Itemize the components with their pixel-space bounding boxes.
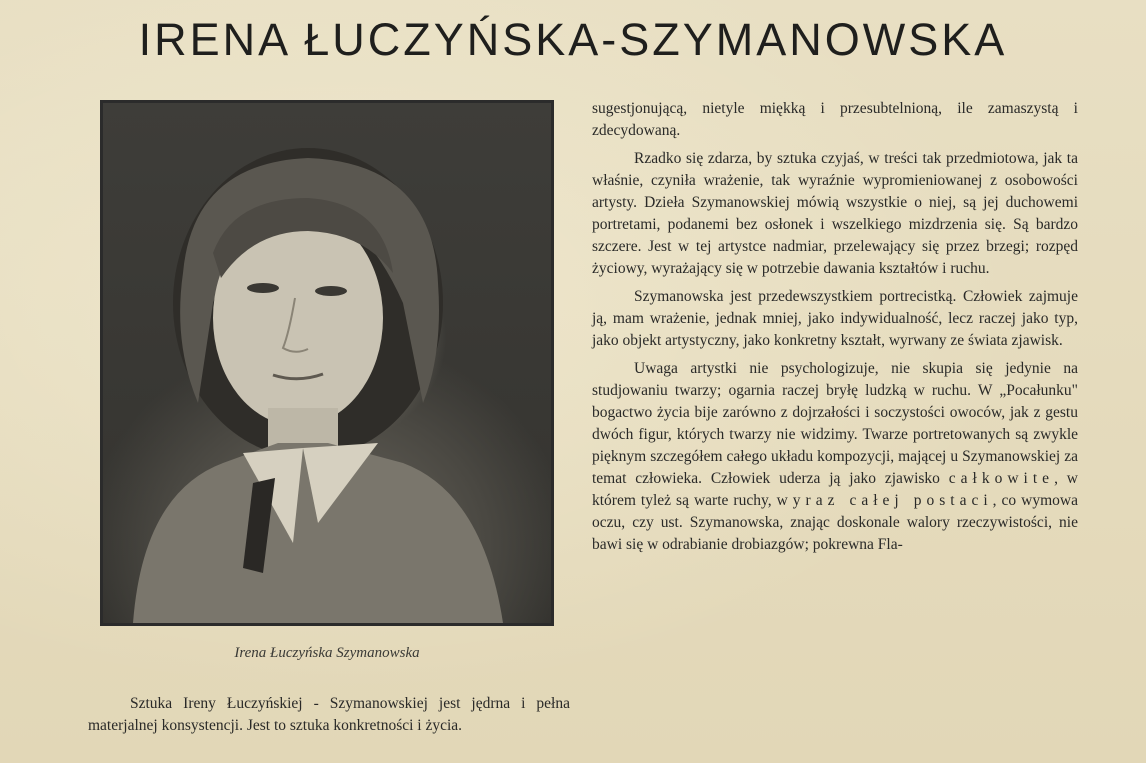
p4-spaced-1: całkowite	[948, 470, 1055, 487]
left-eye	[247, 283, 279, 293]
right-paragraph-1: sugestjonującą, nietyle miękką i przesubtelnioną, ile zamaszystą i zdecydowaną.	[592, 100, 1078, 139]
portrait-photo	[100, 100, 554, 626]
right-paragraph-2: Rzadko się zdarza, by sztuka czyjaś, w treści tak przedmiotowa, jak ta właśnie, czyniła wrażenie, tak wyraźnie wypromieniowanej z osobowości artysty. Dzieła Szymanowskiej mówią wszystkie o niej, są jej duchowemi portretami, podanemi bez osłonek i wszelkiego mizdrzenia się. Są bardzo szczere. Jest w tej artystce nadmiar, przelewający się przez brzegi; rozpęd życiowy, wyrażający się w potrzebie dawania kształtów i ruchu.	[592, 150, 1078, 277]
p4-part-b: , w którem tyleż są warte ruchy,	[592, 470, 1078, 509]
right-eye	[315, 286, 347, 296]
left-column	[88, 693, 570, 743]
right-paragraph-3: Szymanowska jest przedewszystkiem portrecistką. Człowiek zajmuje ją, mam wrażenie, jednak mniej, jako indywidualność, lecz raczej jako typ, jako objekt artystyczny, jako konkretny kształt, wyrwany ze świata zjawisk.	[592, 288, 1078, 349]
p4-spaced-2: wyraz całej postaci	[776, 492, 993, 509]
right-paragraph-4	[592, 358, 1078, 556]
article-title: IRENA ŁUCZYŃSKA-SZYMANOWSKA	[138, 14, 1008, 65]
right-column	[592, 98, 1078, 562]
left-paragraph: Sztuka Ireny Łuczyńskiej - Szymanowskiej jest jędrna i pełna materjalnej konsystencji. Jest to sztuka konkretności i życia.	[88, 695, 570, 734]
portrait-illustration	[103, 103, 551, 623]
photo-caption: Irena Łuczyńska Szymanowska	[234, 645, 420, 661]
p4-part-a: Uwaga artystki nie psychologizuje, nie skupia się jedynie na studjowaniu twarzy; ogarnia raczej bryłę ludzką w ruchu. W „Pocałunku" bogactwo życia bije zarówno z dojrzałości i soczystości owoców, jak z gestu dwóch figur, których twarzy nie widzimy. Twarze portretowanych są zwykle pięknym szczegółem całego układu kompozycji, mającej u Szymanowskiej za temat człowieka. Człowiek uderza ją jako zjawisko	[592, 360, 1078, 487]
p4-part-c: , co wymowa oczu, czy ust. Szymanowska, znając doskonale walory rzeczywistości, nie bawi się w odrabianie drobiazgów; pokrewna Fla-	[592, 492, 1078, 553]
